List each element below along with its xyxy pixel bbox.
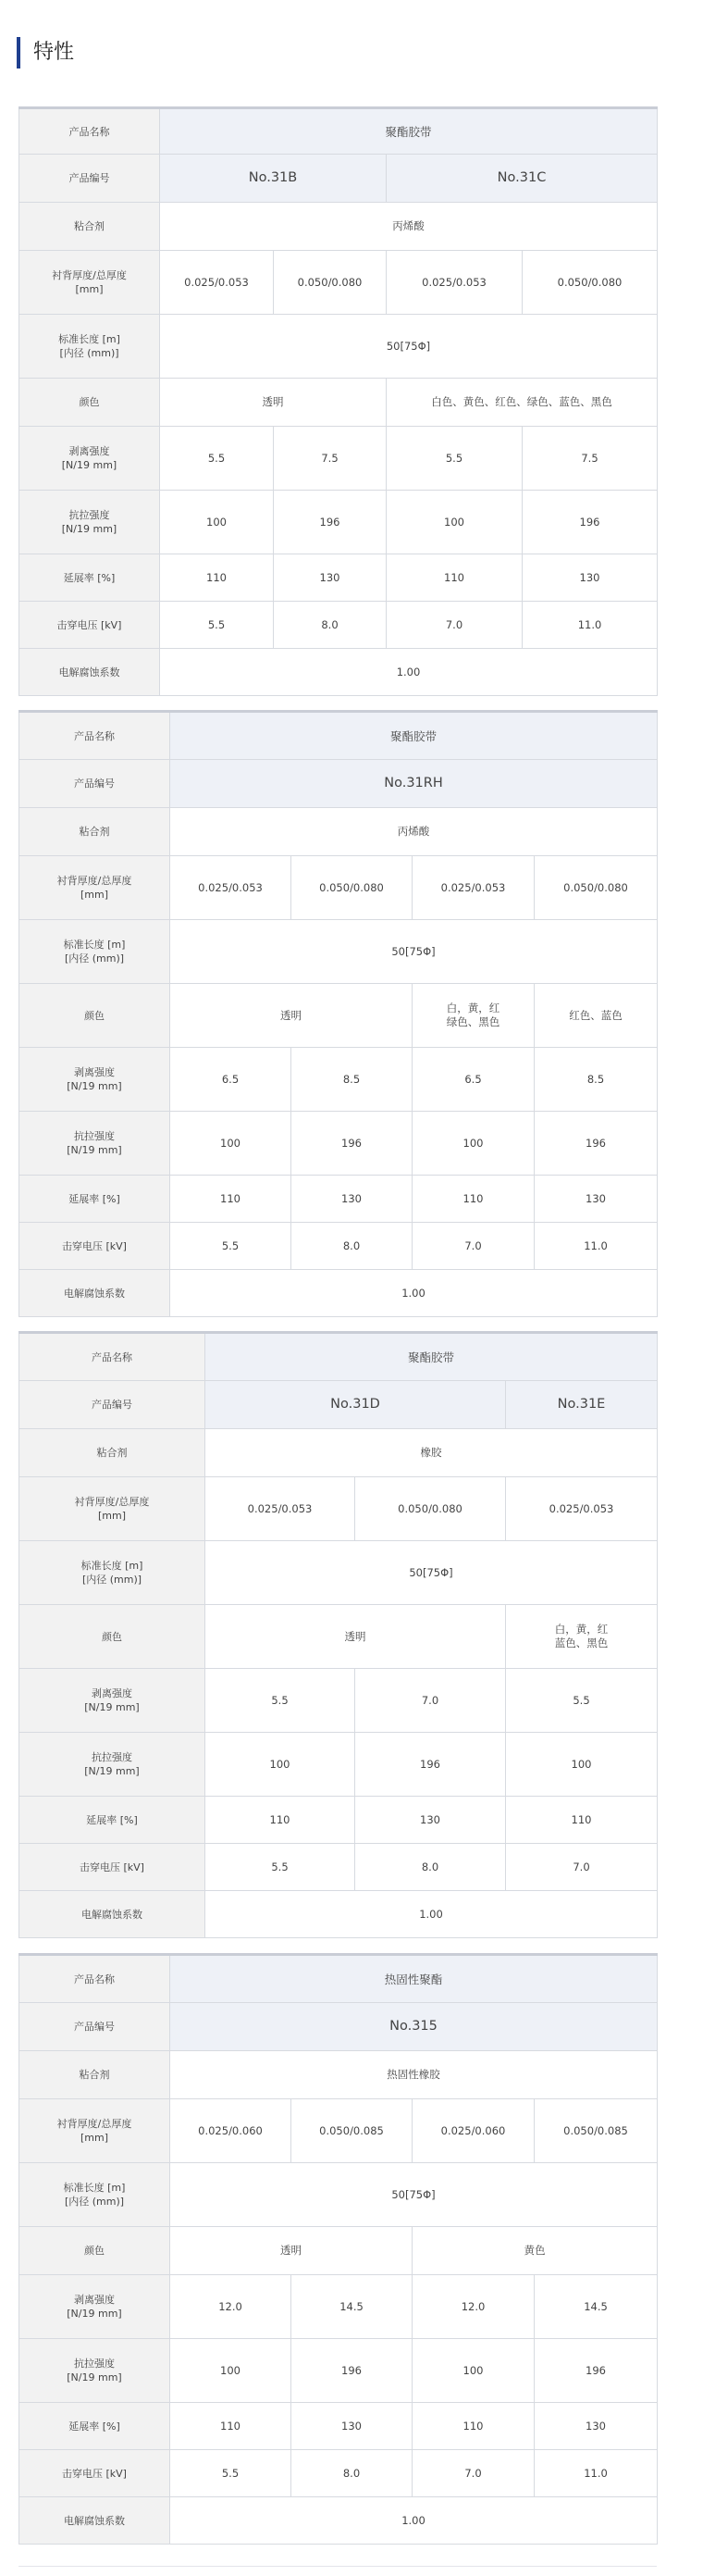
- elongation-value: 110: [413, 2403, 535, 2450]
- breakdown-value: 7.0: [506, 1844, 658, 1891]
- length-value: 50[75Φ]: [160, 315, 658, 379]
- label-elongation: 延展率 [%]: [19, 1176, 170, 1223]
- color-value: 白色、黄色、红色、绿色、蓝色、黑色: [387, 379, 658, 427]
- product-name: 热固性聚酯: [170, 1955, 658, 2003]
- peel-value: 5.5: [205, 1669, 355, 1733]
- label-length: 标准长度 [m] [内径 (mm)]: [19, 2163, 170, 2227]
- label-elongation: 延展率 [%]: [19, 2403, 170, 2450]
- peel-value: 5.5: [387, 427, 523, 491]
- product-name: 聚酯胶带: [160, 108, 658, 155]
- thickness-value: 0.050/0.080: [535, 856, 658, 920]
- elongation-value: 130: [523, 554, 658, 602]
- breakdown-value: 5.5: [170, 1223, 291, 1270]
- product-name: 聚酯胶带: [205, 1333, 658, 1381]
- breakdown-value: 5.5: [205, 1844, 355, 1891]
- elongation-value: 110: [387, 554, 523, 602]
- spec-table-3: [18, 1331, 658, 1938]
- color-value: 黄色: [413, 2227, 658, 2275]
- label-length: 标准长度 [m] [内径 (mm)]: [19, 315, 160, 379]
- label-product-code: 产品编号: [19, 2003, 170, 2051]
- label-product-name: 产品名称: [19, 712, 170, 760]
- elongation-value: 130: [291, 2403, 413, 2450]
- length-value: 50[75Φ]: [170, 2163, 658, 2227]
- label-thickness: 衬背厚度/总厚度 [mm]: [19, 2099, 170, 2163]
- elongation-value: 110: [413, 1176, 535, 1223]
- peel-value: 8.5: [291, 1048, 413, 1112]
- label-color: 颜色: [19, 984, 170, 1048]
- tensile-value: 196: [274, 491, 387, 554]
- thickness-value: 0.025/0.053: [413, 856, 535, 920]
- electrolytic-value: 1.00: [170, 1270, 658, 1317]
- label-color: 颜色: [19, 379, 160, 427]
- thickness-value: 0.050/0.085: [535, 2099, 658, 2163]
- thickness-value: 0.025/0.060: [413, 2099, 535, 2163]
- spec-table-4: [18, 1953, 658, 2545]
- tensile-value: 100: [506, 1733, 658, 1797]
- tensile-value: 196: [291, 1112, 413, 1176]
- breakdown-value: 8.0: [291, 2450, 413, 2497]
- product-code: No.315: [170, 2003, 658, 2051]
- color-value: 白，黄，红 蓝色、黑色: [506, 1605, 658, 1669]
- elongation-value: 130: [355, 1797, 506, 1844]
- thickness-value: 0.050/0.080: [291, 856, 413, 920]
- adhesive-value: 橡胶: [205, 1429, 658, 1477]
- label-thickness: 衬背厚度/总厚度 [mm]: [19, 251, 160, 315]
- color-value: 红色、蓝色: [535, 984, 658, 1048]
- label-elongation: 延展率 [%]: [19, 1797, 205, 1844]
- label-breakdown: 击穿电压 [kV]: [19, 1844, 205, 1891]
- tensile-value: 100: [387, 491, 523, 554]
- elongation-value: 130: [274, 554, 387, 602]
- label-tensile: 抗拉强度 [N/19 mm]: [19, 491, 160, 554]
- peel-value: 12.0: [170, 2275, 291, 2339]
- label-adhesive: 粘合剂: [19, 1429, 205, 1477]
- length-value: 50[75Φ]: [205, 1541, 658, 1605]
- elongation-value: 110: [160, 554, 274, 602]
- breakdown-value: 11.0: [523, 602, 658, 649]
- thickness-value: 0.050/0.080: [523, 251, 658, 315]
- breakdown-value: 11.0: [535, 1223, 658, 1270]
- tensile-value: 196: [523, 491, 658, 554]
- thickness-value: 0.025/0.053: [506, 1477, 658, 1541]
- label-product-code: 产品编号: [19, 760, 170, 808]
- elongation-value: 110: [506, 1797, 658, 1844]
- tensile-value: 196: [535, 2339, 658, 2403]
- color-value: 透明: [170, 2227, 413, 2275]
- elongation-value: 110: [170, 1176, 291, 1223]
- elongation-value: 130: [535, 1176, 658, 1223]
- label-color: 颜色: [19, 1605, 205, 1669]
- tensile-value: 100: [413, 1112, 535, 1176]
- label-tensile: 抗拉强度 [N/19 mm]: [19, 1112, 170, 1176]
- thickness-value: 0.025/0.060: [170, 2099, 291, 2163]
- label-color: 颜色: [19, 2227, 170, 2275]
- label-length: 标准长度 [m] [内径 (mm)]: [19, 1541, 205, 1605]
- breakdown-value: 11.0: [535, 2450, 658, 2497]
- adhesive-value: 丙烯酸: [160, 203, 658, 251]
- adhesive-value: 丙烯酸: [170, 808, 658, 856]
- tensile-value: 100: [413, 2339, 535, 2403]
- thickness-value: 0.025/0.053: [205, 1477, 355, 1541]
- thickness-value: 0.050/0.080: [274, 251, 387, 315]
- spec-table-2: [18, 710, 658, 1317]
- electrolytic-value: 1.00: [160, 649, 658, 696]
- breakdown-value: 8.0: [274, 602, 387, 649]
- label-peel: 剥离强度 [N/19 mm]: [19, 2275, 170, 2339]
- label-thickness: 衬背厚度/总厚度 [mm]: [19, 1477, 205, 1541]
- elongation-value: 130: [535, 2403, 658, 2450]
- label-electrolytic: 电解腐蚀系数: [19, 2497, 170, 2545]
- product-code: No.31RH: [170, 760, 658, 808]
- tensile-value: 100: [205, 1733, 355, 1797]
- tensile-value: 100: [160, 491, 274, 554]
- thickness-value: 0.025/0.053: [170, 856, 291, 920]
- breakdown-value: 7.0: [413, 2450, 535, 2497]
- label-product-code: 产品编号: [19, 155, 160, 203]
- breakdown-value: 5.5: [170, 2450, 291, 2497]
- label-electrolytic: 电解腐蚀系数: [19, 1270, 170, 1317]
- label-length: 标准长度 [m] [内径 (mm)]: [19, 920, 170, 984]
- color-value: 白，黄，红 绿色、黑色: [413, 984, 535, 1048]
- color-value: 透明: [205, 1605, 506, 1669]
- label-adhesive: 粘合剂: [19, 2051, 170, 2099]
- peel-value: 12.0: [413, 2275, 535, 2339]
- thickness-value: 0.025/0.053: [160, 251, 274, 315]
- breakdown-value: 7.0: [413, 1223, 535, 1270]
- peel-value: 6.5: [413, 1048, 535, 1112]
- label-adhesive: 粘合剂: [19, 808, 170, 856]
- elongation-value: 110: [205, 1797, 355, 1844]
- label-peel: 剥离强度 [N/19 mm]: [19, 1669, 205, 1733]
- tensile-value: 196: [535, 1112, 658, 1176]
- label-product-name: 产品名称: [19, 1333, 205, 1381]
- product-name: 聚酯胶带: [170, 712, 658, 760]
- bottom-divider: [18, 2566, 657, 2567]
- label-electrolytic: 电解腐蚀系数: [19, 1891, 205, 1938]
- peel-value: 7.0: [355, 1669, 506, 1733]
- tensile-value: 196: [355, 1733, 506, 1797]
- thickness-value: 0.050/0.080: [355, 1477, 506, 1541]
- label-breakdown: 击穿电压 [kV]: [19, 2450, 170, 2497]
- product-code: No.31D: [205, 1381, 506, 1429]
- elongation-value: 110: [170, 2403, 291, 2450]
- label-tensile: 抗拉强度 [N/19 mm]: [19, 2339, 170, 2403]
- peel-value: 6.5: [170, 1048, 291, 1112]
- peel-value: 8.5: [535, 1048, 658, 1112]
- electrolytic-value: 1.00: [170, 2497, 658, 2545]
- label-product-name: 产品名称: [19, 108, 160, 155]
- label-breakdown: 击穿电压 [kV]: [19, 602, 160, 649]
- peel-value: 5.5: [160, 427, 274, 491]
- breakdown-value: 7.0: [387, 602, 523, 649]
- color-value: 透明: [160, 379, 387, 427]
- thickness-value: 0.025/0.053: [387, 251, 523, 315]
- tensile-value: 100: [170, 2339, 291, 2403]
- label-elongation: 延展率 [%]: [19, 554, 160, 602]
- breakdown-value: 5.5: [160, 602, 274, 649]
- label-product-code: 产品编号: [19, 1381, 205, 1429]
- peel-value: 14.5: [535, 2275, 658, 2339]
- tensile-value: 100: [170, 1112, 291, 1176]
- thickness-value: 0.050/0.085: [291, 2099, 413, 2163]
- color-value: 透明: [170, 984, 413, 1048]
- electrolytic-value: 1.00: [205, 1891, 658, 1938]
- spec-table-1: [18, 106, 658, 696]
- label-peel: 剥离强度 [N/19 mm]: [19, 1048, 170, 1112]
- peel-value: 7.5: [274, 427, 387, 491]
- breakdown-value: 8.0: [355, 1844, 506, 1891]
- breakdown-value: 8.0: [291, 1223, 413, 1270]
- product-code: No.31E: [506, 1381, 658, 1429]
- label-adhesive: 粘合剂: [19, 203, 160, 251]
- product-code: No.31C: [387, 155, 658, 203]
- label-peel: 剥离强度 [N/19 mm]: [19, 427, 160, 491]
- section-title: 特性: [17, 37, 74, 68]
- label-tensile: 抗拉强度 [N/19 mm]: [19, 1733, 205, 1797]
- peel-value: 5.5: [506, 1669, 658, 1733]
- peel-value: 7.5: [523, 427, 658, 491]
- label-product-name: 产品名称: [19, 1955, 170, 2003]
- tensile-value: 196: [291, 2339, 413, 2403]
- length-value: 50[75Φ]: [170, 920, 658, 984]
- elongation-value: 130: [291, 1176, 413, 1223]
- peel-value: 14.5: [291, 2275, 413, 2339]
- adhesive-value: 热固性橡胶: [170, 2051, 658, 2099]
- label-breakdown: 击穿电压 [kV]: [19, 1223, 170, 1270]
- product-code: No.31B: [160, 155, 387, 203]
- label-thickness: 衬背厚度/总厚度 [mm]: [19, 856, 170, 920]
- label-electrolytic: 电解腐蚀系数: [19, 649, 160, 696]
